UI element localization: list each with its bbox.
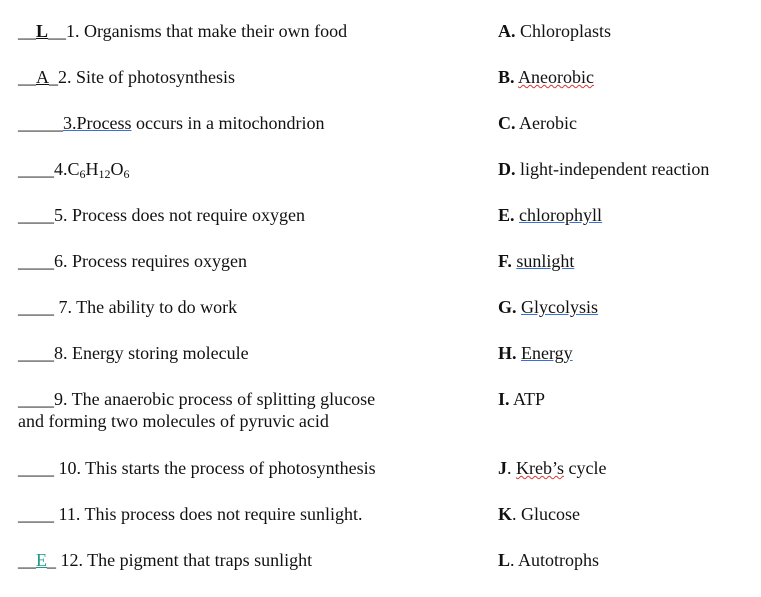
blank-after: _ <box>47 550 61 570</box>
subscript-h: 12 <box>98 167 111 181</box>
question-text: 5. Process does not require oxygen <box>54 205 305 225</box>
question-8 <box>18 342 458 364</box>
question-text: 1. Organisms that make their own food <box>66 21 348 41</box>
choice-letter: F. <box>498 251 512 271</box>
choice-letter: B. <box>498 67 515 87</box>
choice-j <box>498 457 748 479</box>
question-3 <box>18 112 458 134</box>
blank-before: __ <box>18 67 36 87</box>
question-4 <box>18 158 458 180</box>
choice-text: Glucose <box>521 504 580 524</box>
question-9 <box>18 388 458 432</box>
answer-blank-9[interactable]: ____ <box>18 389 54 409</box>
formula-h: H <box>85 159 99 179</box>
question-12 <box>18 549 458 571</box>
question-text: 12. The pigment that traps sunlight <box>60 550 313 570</box>
choice-letter-dot: . <box>507 458 516 478</box>
subscript-o: 6 <box>123 167 130 181</box>
question-text: 6. Process requires oxygen <box>54 251 247 271</box>
choice-d <box>498 158 748 180</box>
question-text: 8. Energy storing molecule <box>54 343 249 363</box>
question-line-2: and forming two molecules of pyruvic acid <box>18 411 329 431</box>
question-line-1 <box>18 388 458 410</box>
question-11 <box>18 503 458 525</box>
answer-blank-10[interactable]: ____ <box>18 458 59 478</box>
answer-12[interactable]: E <box>36 550 47 570</box>
question-7 <box>18 296 458 318</box>
question-text: 7. The ability to do work <box>58 297 238 317</box>
question-1 <box>18 20 458 42</box>
grammar-flagged-word: Process <box>76 113 132 133</box>
choice-letter: D. <box>498 159 516 179</box>
answer-blank-3[interactable]: _____ <box>18 113 63 133</box>
choice-text: sunlight <box>516 251 575 271</box>
choice-text: Energy <box>521 343 573 363</box>
choice-text: Autotrophs <box>518 550 600 570</box>
choice-letter: K <box>498 504 513 524</box>
choice-text: Aerobic <box>519 113 577 133</box>
question-text: 11. This process does not require sunlight. <box>58 504 363 524</box>
choice-letter-dot: . <box>510 550 519 570</box>
choice-e <box>498 204 748 226</box>
formula-o: O <box>110 159 124 179</box>
choice-k <box>498 503 748 525</box>
question-text: 9. The anaerobic process of splitting glucose <box>54 389 376 409</box>
choice-l <box>498 549 748 571</box>
choice-f <box>498 250 748 272</box>
choice-letter: A. <box>498 21 516 41</box>
choice-letter-dot: . <box>512 504 522 524</box>
answer-blank-7[interactable]: ____ <box>18 297 59 317</box>
choice-letter: I. <box>498 389 510 409</box>
subscript-c: 6 <box>79 167 86 181</box>
question-number: 4. <box>54 159 68 179</box>
answer-blank-11[interactable]: ____ <box>18 504 59 524</box>
answer-blank-6[interactable]: ____ <box>18 251 54 271</box>
question-10 <box>18 457 458 479</box>
answer-blank-5[interactable]: ____ <box>18 205 54 225</box>
choice-text: Chloroplasts <box>520 21 612 41</box>
choice-g <box>498 296 748 318</box>
answer-2[interactable]: A <box>36 67 49 87</box>
choice-text: chlorophyll <box>519 205 603 225</box>
choice-text-rest: cycle <box>564 458 607 478</box>
choice-text: light-independent reaction <box>520 159 710 179</box>
blank-after: _ <box>49 67 58 87</box>
question-2 <box>18 66 458 88</box>
formula-c: C <box>67 159 80 179</box>
choice-letter: E. <box>498 205 515 225</box>
choice-letter: L <box>498 550 511 570</box>
answer-1[interactable]: L <box>36 21 49 41</box>
misspelled-choice-text: Aneorobic <box>518 67 595 87</box>
choice-letter: C. <box>498 113 516 133</box>
answer-blank-8[interactable]: ____ <box>18 343 54 363</box>
answer-blank-4[interactable]: ____ <box>18 159 54 179</box>
blank-before: __ <box>18 550 36 570</box>
question-5 <box>18 204 458 226</box>
choice-letter: H. <box>498 343 517 363</box>
question-text: occurs in a mitochondrion <box>131 113 325 133</box>
choice-b <box>498 66 748 88</box>
choice-text: Glycolysis <box>521 297 599 317</box>
question-text: 2. Site of photosynthesis <box>58 67 236 87</box>
choice-a <box>498 20 748 42</box>
choice-h <box>498 342 748 364</box>
choice-letter: J <box>498 458 507 478</box>
blank-after: __ <box>48 21 67 41</box>
choice-c <box>498 112 748 134</box>
misspelled-choice-text: Kreb’s <box>516 458 564 478</box>
question-number: 3. <box>63 113 77 133</box>
choice-text: ATP <box>513 389 546 409</box>
choice-letter: G. <box>498 297 517 317</box>
blank-before: __ <box>18 21 36 41</box>
question-text: 10. This starts the process of photosynthesis <box>58 458 376 478</box>
choice-i <box>498 388 748 410</box>
question-6 <box>18 250 458 272</box>
